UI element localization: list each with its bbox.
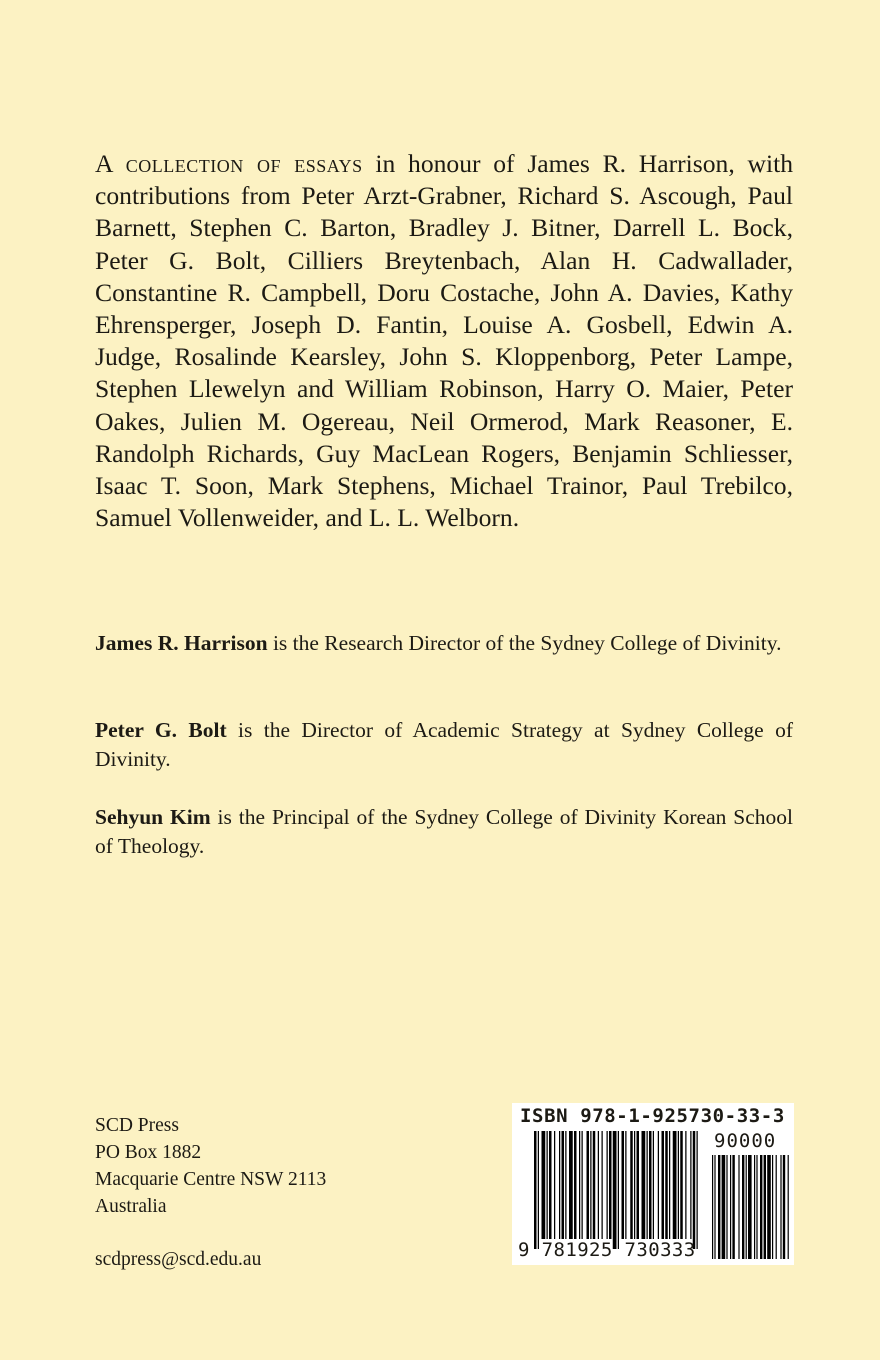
barcode-bar [547, 1131, 548, 1239]
barcode-bar [669, 1131, 670, 1239]
barcode-bar [637, 1131, 640, 1239]
barcode-bar [542, 1131, 546, 1239]
isbn-label: ISBN 978-1-925730-33-3 [520, 1105, 785, 1127]
bio-name: Sehyun Kim [95, 805, 211, 829]
bio-text: is the Principal of the Sydney College of Divinity Korean School of Theology. [95, 805, 793, 858]
barcode-addon-bar [746, 1155, 747, 1259]
barcode-bar [634, 1131, 635, 1239]
barcode-bar [673, 1131, 677, 1239]
publisher-address [95, 1112, 326, 1220]
barcode-bar [590, 1131, 591, 1239]
barcode-bar [653, 1131, 654, 1239]
publisher-email[interactable]: scdpress@scd.edu.au [95, 1249, 262, 1270]
barcode-bar [562, 1131, 565, 1239]
barcode-bar [647, 1131, 648, 1239]
barcode-bar [579, 1131, 580, 1239]
barcode-bar [598, 1131, 599, 1239]
barcode-addon-bar [754, 1155, 755, 1259]
bio-harrison [95, 629, 793, 658]
barcode-addon-bar [776, 1155, 777, 1259]
barcode-bar [534, 1131, 537, 1249]
barcode-bar [693, 1131, 696, 1249]
barcode-bar [630, 1131, 633, 1239]
barcode-bar [685, 1131, 686, 1239]
blurb-text: in honour of James R. Harrison, with contributions from Peter Arzt-Grabner, Richard S. Ascough, Paul Barnett, Stephen C. Barton, Bradley J. Bitner, Darrell L. Bock, Peter G. Bolt, Cilliers Breytenbach, Alan H. Cadwallader, Constantine R. Campbell, Doru Costache, John A. Davies, Kathy Ehrensperger, Joseph D. Fantin, Louise A. Gosbell, Edwin A. Judge, Rosalinde Kearsley, John S. Kloppenborg, Peter Lampe, Stephen Llewelyn and William Robinson, Harry O. Maier, Peter Oakes, Julien M. Ogereau, Neil Ormerod, Mark Reasoner, E. Randolph Richards, Guy MacLean Rogers, Benjamin Schliesser, Isaac T. Soon, Mark Stephens, Michael Trainor, Paul Trebilco, Samuel Vollenweider, and L. L. Welborn. [95, 149, 793, 533]
barcode-addon: 90000 [714, 1130, 777, 1152]
barcode-bar [607, 1131, 608, 1239]
barcode-bar [678, 1131, 679, 1239]
barcode-addon-bar [722, 1155, 726, 1259]
barcode-bar [602, 1131, 603, 1239]
barcode-bar [662, 1131, 665, 1239]
barcode-bar [538, 1131, 539, 1249]
bio-name: James R. Harrison [95, 631, 268, 655]
barcode-bar [649, 1131, 652, 1239]
publisher-po-box: PO Box 1882 [95, 1142, 202, 1163]
barcode-addon-bar [730, 1155, 731, 1259]
barcode-addon-bar [767, 1155, 771, 1259]
bio-bolt [95, 716, 793, 774]
barcode-bar [642, 1131, 646, 1239]
barcode-addon-bar [712, 1155, 713, 1259]
barcode-bar [665, 1131, 668, 1239]
barcode-bar [622, 1131, 625, 1239]
barcode-addon-bar [742, 1155, 744, 1259]
barcode-addon-bar [772, 1155, 773, 1259]
barcode-bar [549, 1131, 552, 1239]
barcode-bar [618, 1131, 619, 1249]
barcode-addon-bar [738, 1155, 739, 1259]
bio-name: Peter G. Bolt [95, 718, 227, 742]
barcode-bar [613, 1131, 617, 1249]
barcode-bar [625, 1131, 626, 1239]
barcode-bar [690, 1131, 691, 1239]
barcode-addon-bar [748, 1155, 752, 1259]
barcode-addon-bar [788, 1155, 789, 1259]
publisher-name: SCD Press [95, 1115, 179, 1136]
barcode-bar [569, 1131, 573, 1239]
barcode-bar [697, 1131, 698, 1249]
barcode-addon-bar [783, 1155, 785, 1259]
barcode-addon-bar [714, 1155, 715, 1259]
barcode-addon-bar [764, 1155, 766, 1259]
barcode-bar [680, 1131, 683, 1239]
bio-text: is the Director of Academic Strategy at Sydney College of Divinity. [95, 718, 793, 771]
barcode-addon-bar [780, 1155, 781, 1259]
isbn-barcode [512, 1103, 794, 1265]
barcode-addon-bar [718, 1155, 720, 1259]
barcode-addon-bar [732, 1155, 734, 1259]
barcode-addon-bar [726, 1155, 727, 1259]
back-cover-blurb [95, 148, 793, 534]
barcode-bar [574, 1131, 577, 1239]
barcode-addon-bar [756, 1155, 757, 1259]
barcode-bar [658, 1131, 659, 1239]
barcode-bar [554, 1131, 555, 1239]
bio-text: is the Research Director of the Sydney College of Divinity. [267, 631, 782, 655]
publisher-country: Australia [95, 1196, 167, 1217]
barcode-bar [559, 1131, 560, 1239]
barcode-bar [587, 1131, 590, 1239]
barcode-bar [593, 1131, 596, 1239]
barcode-bar [582, 1131, 583, 1239]
blurb-lead: A collection of essays [95, 149, 363, 178]
barcode-bar [565, 1131, 566, 1239]
publisher-city: Macquarie Centre NSW 2113 [95, 1169, 327, 1190]
barcode-digits: 9 781925 730333 [518, 1239, 696, 1261]
barcode-addon-bar [760, 1155, 762, 1259]
bio-kim [95, 803, 793, 861]
barcode-bar [609, 1131, 612, 1239]
